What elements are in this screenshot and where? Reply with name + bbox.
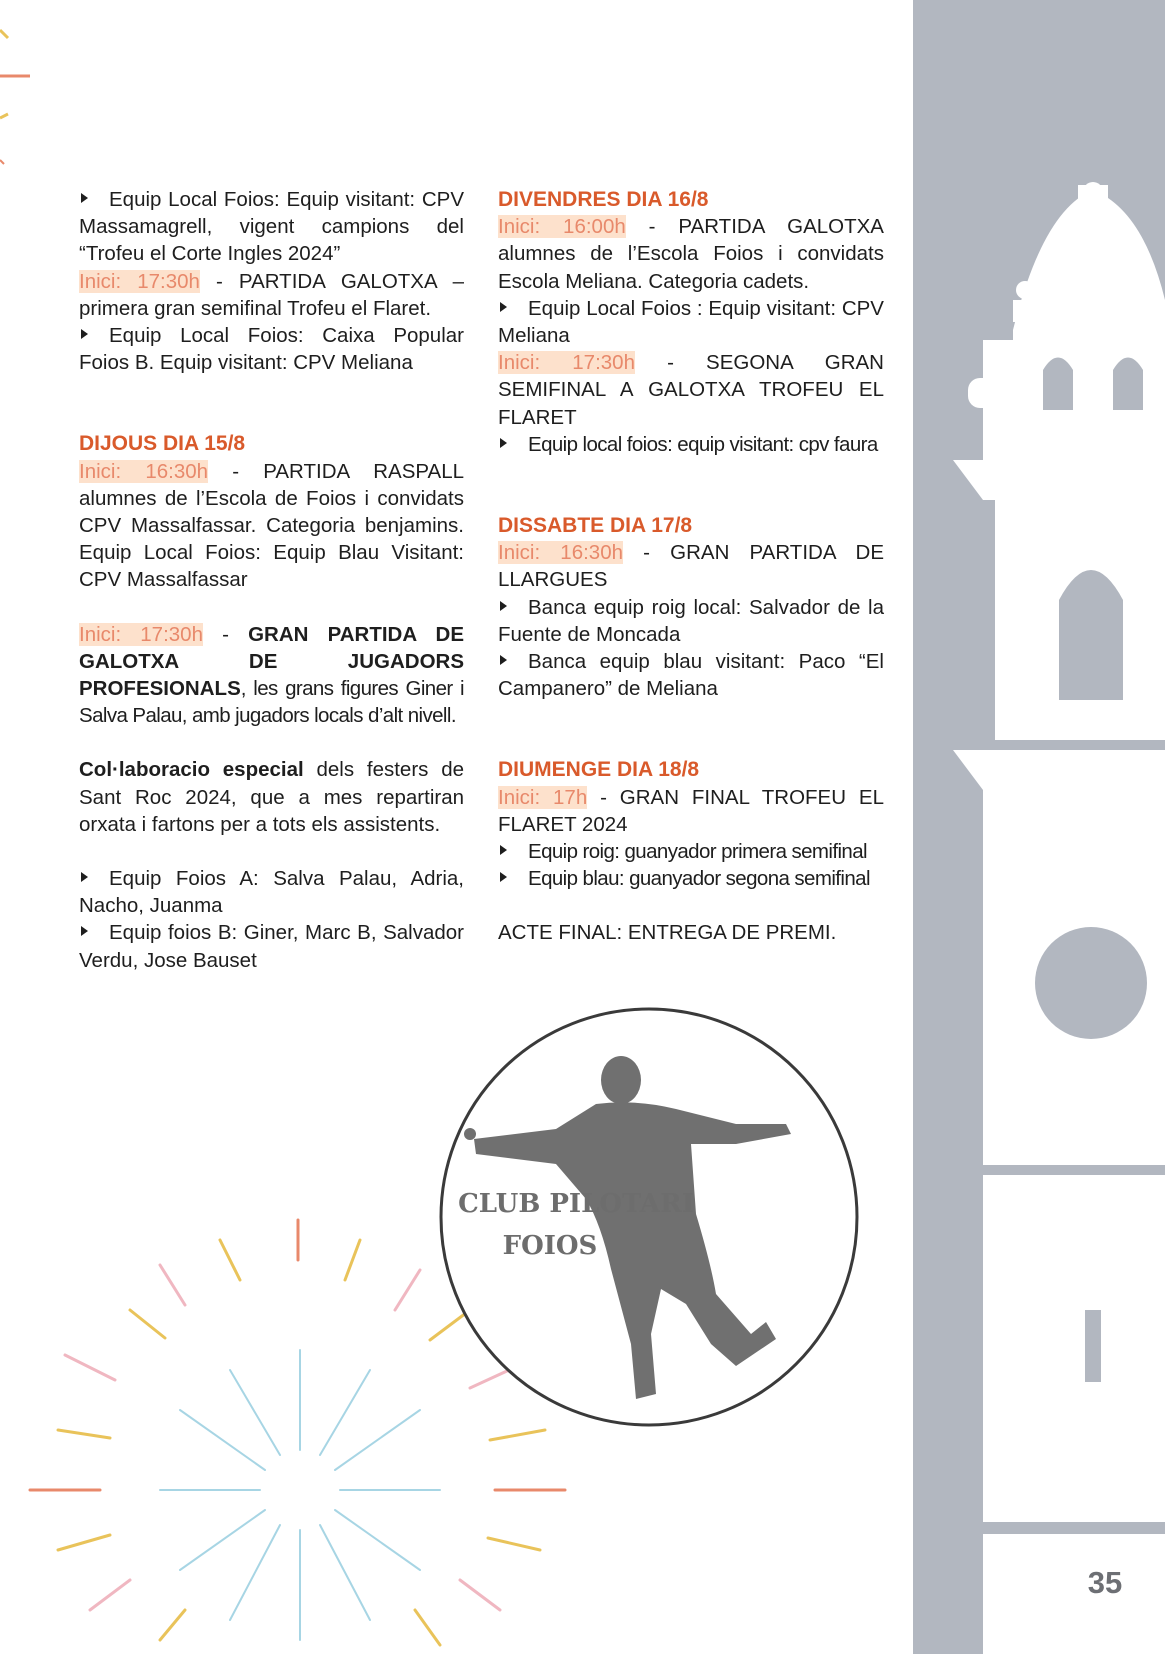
- bullet-item: Equip Local Foios : Equip visitant: CPV Meliana: [498, 296, 884, 348]
- side-band: [913, 0, 1165, 1654]
- church-tower-illustration: [913, 0, 1165, 1654]
- fireworks-decoration-top: [0, 0, 60, 200]
- day-heading-diumenge: DIUMENGE DIA 18/8: [498, 758, 700, 782]
- schedule-entry: Inici: 17:30h - PARTIDA GALOTXA – primera gran semifinal Trofeu el Flaret.: [79, 269, 464, 320]
- club-pilotari-logo: [436, 1004, 862, 1430]
- bullet-item: Equip Local Foios: Equip visitant: CPV Massamagrell, vigent campions del “Trofeu el Corte Ingles 2024”: [79, 188, 464, 266]
- start-time: Inici: 17:30h: [79, 622, 203, 646]
- start-time: Inici: 16:00h: [498, 215, 626, 239]
- bullet-item: Equip foios B: Giner, Marc B, Salvador Verdu, Jose Bauset: [79, 921, 464, 972]
- schedule-entry: Inici: 17:30h - GRAN PARTIDA DE GALOTXA DE JUGADORS PROFESIONALS, les grans figures Giner i Salva Palau, amb jugadors locals d’alt nivell.: [79, 622, 464, 728]
- schedule-entry: Inici: 16:00h - PARTIDA GALOTXA alumnes de l’Escola Foios i convidats Escola Meliana. Categoria cadets.: [498, 215, 884, 293]
- collaboration-note: Col·laboracio especial dels festers de Sant Roc 2024, que a mes repartiran orxata i fartons per a tots els assistents.: [79, 758, 464, 836]
- bullet-item: Equip local foios: equip visitant: cpv faura: [528, 432, 878, 456]
- left-column: [79, 186, 464, 974]
- start-time: Inici: 16:30h: [79, 459, 209, 483]
- start-time: Inici: 17:30h: [498, 351, 635, 375]
- page-number: 35: [1087, 1565, 1123, 1600]
- start-time: Inici: 17:30h: [79, 269, 200, 293]
- bullet-item: Equip roig: guanyador primera semifinal: [528, 840, 867, 864]
- schedule-entry: Inici: 16:30h - PARTIDA RASPALL alumnes de l’Escola de Foios i convidats CPV Massalfassar. Categoria benjamins. Equip Local Foios: Equip Blau Visitant: CPV Massalfassar: [79, 459, 464, 592]
- start-time: Inici: 17h: [498, 785, 588, 809]
- day-heading-dissabte: DISSABTE DIA 17/8: [498, 514, 693, 538]
- schedule-entry: Inici: 16:30h - GRAN PARTIDA DE LLARGUES: [498, 541, 884, 592]
- schedule-entry: Inici: 17h - GRAN FINAL TROFEU EL FLARET 2024: [498, 785, 884, 836]
- bullet-item: Equip Foios A: Salva Palau, Adria, Nacho, Juanma: [79, 867, 464, 918]
- start-time: Inici: 16:30h: [498, 541, 624, 565]
- logo-text-line1: CLUB PILOTARI: [458, 1189, 694, 1219]
- schedule-entry: Inici: 17:30h - SEGONA GRAN SEMIFINAL A GALOTXA TROFEU EL FLARET: [498, 351, 884, 429]
- bullet-item: Banca equip roig local: Salvador de la Fuente de Moncada: [498, 595, 884, 646]
- logo-text-line2: FOIOS: [502, 1231, 598, 1261]
- day-heading-dijous: DIJOUS DIA 15/8: [79, 432, 246, 456]
- bullet-item: Banca equip blau visitant: Paco “El Campanero” de Meliana: [498, 650, 884, 701]
- bullet-item: Equip blau: guanyador segona semifinal: [528, 867, 870, 891]
- bullet-item: Equip Local Foios: Caixa Popular Foios B. Equip visitant: CPV Meliana: [79, 324, 464, 375]
- right-column: [498, 186, 884, 947]
- main-event-title: GRAN PARTIDA DE GALOTXA DE JUGADORS PROFESIONALS: [79, 622, 464, 701]
- day-heading-divendres: DIVENDRES DIA 16/8: [498, 188, 709, 211]
- final-act: ACTE FINAL: ENTREGA DE PREMI.: [498, 921, 837, 945]
